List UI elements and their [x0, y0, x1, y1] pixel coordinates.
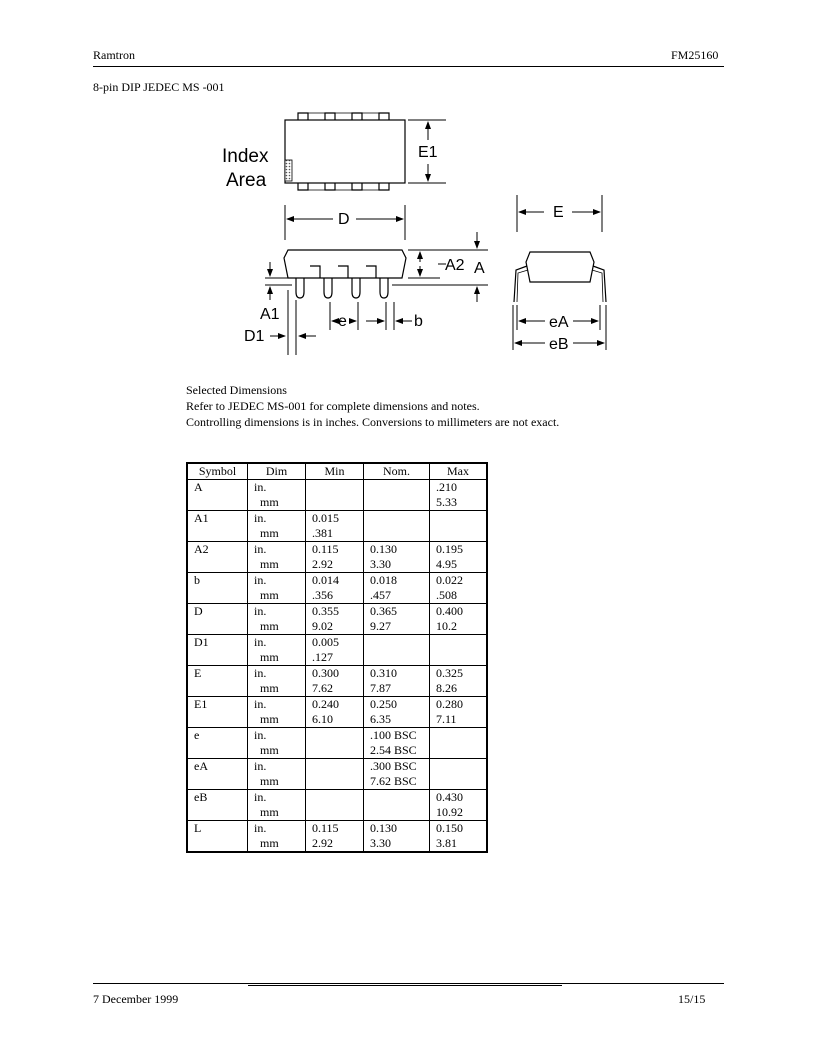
cell-nom-in — [370, 480, 423, 495]
cell-nom — [364, 480, 430, 511]
cell-max-mm: 8.26 — [436, 681, 457, 695]
cell-min-in — [312, 759, 357, 774]
cell-min — [306, 573, 364, 604]
col-min: Min — [306, 463, 364, 480]
cell-max-mm: 3.81 — [436, 836, 457, 850]
cell-min-mm: 7.62 — [312, 681, 333, 695]
cell-nom-mm — [370, 650, 423, 665]
label-E: E — [553, 204, 564, 221]
footer-page: 15/15 — [678, 992, 706, 1006]
cell-dim — [248, 511, 306, 542]
index-area-mark — [285, 160, 292, 181]
top-view-body — [285, 120, 405, 183]
cell-nom-in: 0.310 — [370, 666, 397, 680]
cell-max-mm: 4.95 — [436, 557, 457, 571]
cell-max-mm — [436, 774, 480, 789]
cell-symbol: A — [187, 480, 248, 511]
cell-nom-in: 0.130 — [370, 542, 397, 556]
cell-min-mm — [312, 743, 357, 758]
label-A1: A1 — [260, 306, 280, 323]
header-right: FM25160 — [671, 48, 719, 62]
label-D: D — [338, 211, 350, 228]
cell-min-mm — [312, 774, 357, 789]
cell-symbol: E — [187, 666, 248, 697]
unit-in: in. — [254, 666, 267, 680]
cell-min-in: 0.015 — [312, 511, 339, 525]
cell-nom-in — [370, 635, 423, 650]
cell-min-mm: .381 — [312, 526, 333, 540]
cell-nom — [364, 604, 430, 635]
cell-nom-mm: 7.62 BSC — [370, 774, 417, 788]
cell-nom-in: .100 BSC — [370, 728, 417, 742]
col-dim: Dim — [248, 463, 306, 480]
cell-max-in: 0.400 — [436, 604, 463, 618]
cell-nom — [364, 666, 430, 697]
cell-nom — [364, 573, 430, 604]
cell-nom — [364, 821, 430, 853]
unit-mm: mm — [260, 836, 279, 850]
cell-symbol: b — [187, 573, 248, 604]
cell-max — [430, 511, 488, 542]
cell-dim — [248, 697, 306, 728]
cell-dim — [248, 821, 306, 853]
table-row — [187, 666, 487, 697]
footer-rule — [93, 983, 724, 984]
cell-min-mm: .356 — [312, 588, 333, 602]
cell-max — [430, 480, 488, 511]
cell-max-in: 0.325 — [436, 666, 463, 680]
cell-max-mm: 5.33 — [436, 495, 457, 509]
cell-dim — [248, 666, 306, 697]
cell-min-in — [312, 790, 357, 805]
cell-nom-in: 0.365 — [370, 604, 397, 618]
cell-min-in: 0.115 — [312, 542, 339, 556]
index-label-1: Index — [222, 146, 269, 167]
table-row — [187, 697, 487, 728]
unit-mm: mm — [260, 712, 279, 726]
cell-symbol: D1 — [187, 635, 248, 666]
note-title: Selected Dimensions — [186, 383, 287, 397]
table-header-row — [187, 463, 487, 480]
cell-nom-mm: 3.30 — [370, 836, 391, 850]
cell-nom-mm: 3.30 — [370, 557, 391, 571]
cell-nom — [364, 759, 430, 790]
end-view-body — [526, 252, 594, 282]
table-row — [187, 604, 487, 635]
cell-nom-mm: .457 — [370, 588, 391, 602]
cell-dim — [248, 604, 306, 635]
cell-nom-mm: 6.35 — [370, 712, 391, 726]
unit-mm: mm — [260, 774, 279, 788]
label-eA: eA — [549, 314, 569, 331]
cell-min-mm — [312, 805, 357, 820]
unit-in: in. — [254, 604, 267, 618]
cell-min-in: 0.115 — [312, 821, 339, 835]
cell-symbol: A2 — [187, 542, 248, 573]
unit-in: in. — [254, 728, 267, 742]
cell-max — [430, 697, 488, 728]
cell-max-in — [436, 635, 480, 650]
cell-max-mm — [436, 743, 480, 758]
header-left: Ramtron — [93, 48, 135, 62]
cell-min — [306, 759, 364, 790]
cell-max-mm — [436, 526, 480, 541]
note-controlling: Controlling dimensions is in inches. Conversions to millimeters are not exact. — [186, 415, 560, 429]
cell-symbol: eA — [187, 759, 248, 790]
unit-in: in. — [254, 542, 267, 556]
cell-max — [430, 635, 488, 666]
label-A2: A2 — [445, 257, 465, 274]
label-E1: E1 — [418, 144, 438, 161]
footer-rule-secondary — [248, 985, 562, 986]
cell-dim — [248, 635, 306, 666]
package-title: 8-pin DIP JEDEC MS -001 — [93, 80, 225, 94]
cell-max-in: 0.022 — [436, 573, 463, 587]
table-row — [187, 821, 487, 853]
cell-max — [430, 759, 488, 790]
cell-nom-mm — [370, 495, 423, 510]
cell-max — [430, 604, 488, 635]
cell-max-mm — [436, 650, 480, 665]
cell-nom-in — [370, 790, 423, 805]
table-row — [187, 573, 487, 604]
cell-max — [430, 573, 488, 604]
cell-max — [430, 790, 488, 821]
cell-min-mm: 6.10 — [312, 712, 333, 726]
unit-mm: mm — [260, 681, 279, 695]
cell-min-in — [312, 480, 357, 495]
unit-in: in. — [254, 480, 267, 494]
unit-in: in. — [254, 511, 267, 525]
table-body — [187, 480, 487, 853]
cell-max-mm: 10.2 — [436, 619, 457, 633]
cell-nom-mm: 7.87 — [370, 681, 391, 695]
cell-dim — [248, 759, 306, 790]
cell-min-in: 0.355 — [312, 604, 339, 618]
table-row — [187, 480, 487, 511]
unit-in: in. — [254, 697, 267, 711]
cell-dim — [248, 790, 306, 821]
table-row — [187, 759, 487, 790]
cell-dim — [248, 480, 306, 511]
cell-max-in: 0.195 — [436, 542, 463, 556]
unit-in: in. — [254, 573, 267, 587]
cell-min-in — [312, 728, 357, 743]
cell-max-mm: 10.92 — [436, 805, 463, 819]
top-view — [285, 113, 405, 190]
unit-in: in. — [254, 759, 267, 773]
cell-max-in — [436, 728, 480, 743]
cell-nom — [364, 790, 430, 821]
cell-symbol: e — [187, 728, 248, 759]
unit-mm: mm — [260, 650, 279, 664]
table-row — [187, 542, 487, 573]
cell-max-mm: .508 — [436, 588, 457, 602]
cell-max-in: 0.430 — [436, 790, 463, 804]
cell-max-mm: 7.11 — [436, 712, 457, 726]
cell-nom-mm — [370, 526, 423, 541]
unit-in: in. — [254, 821, 267, 835]
unit-mm: mm — [260, 557, 279, 571]
cell-min — [306, 821, 364, 853]
cell-nom — [364, 635, 430, 666]
cell-max-in: 0.150 — [436, 821, 463, 835]
label-b: b — [414, 313, 423, 330]
cell-nom — [364, 728, 430, 759]
note-reference: Refer to JEDEC MS-001 for complete dimensions and notes. — [186, 399, 480, 413]
notes — [186, 382, 566, 430]
footer-date: 7 December 1999 — [93, 992, 179, 1006]
table-row — [187, 511, 487, 542]
unit-mm: mm — [260, 743, 279, 757]
cell-nom-mm: 9.27 — [370, 619, 391, 633]
table-row — [187, 728, 487, 759]
side-view-body — [284, 250, 406, 278]
end-view — [514, 252, 606, 302]
unit-mm: mm — [260, 588, 279, 602]
cell-min-mm: .127 — [312, 650, 333, 664]
unit-mm: mm — [260, 805, 279, 819]
cell-nom — [364, 542, 430, 573]
label-A: A — [474, 260, 485, 277]
col-symbol: Symbol — [187, 463, 248, 480]
label-e: e — [338, 313, 347, 330]
cell-max — [430, 728, 488, 759]
cell-nom-mm: 2.54 BSC — [370, 743, 417, 757]
cell-min-in: 0.005 — [312, 635, 339, 649]
cell-nom — [364, 697, 430, 728]
cell-symbol: eB — [187, 790, 248, 821]
cell-symbol: D — [187, 604, 248, 635]
cell-dim — [248, 573, 306, 604]
cell-symbol: E1 — [187, 697, 248, 728]
cell-max-in: 0.280 — [436, 697, 463, 711]
cell-max — [430, 821, 488, 853]
cell-max-in — [436, 511, 480, 526]
cell-dim — [248, 542, 306, 573]
cell-symbol: A1 — [187, 511, 248, 542]
table-row — [187, 790, 487, 821]
cell-min-in: 0.240 — [312, 697, 339, 711]
unit-in: in. — [254, 635, 267, 649]
cell-min — [306, 728, 364, 759]
cell-min — [306, 604, 364, 635]
unit-mm: mm — [260, 495, 279, 509]
label-D1: D1 — [244, 328, 265, 345]
cell-min — [306, 666, 364, 697]
col-max: Max — [430, 463, 488, 480]
cell-nom — [364, 511, 430, 542]
cell-min-in: 0.014 — [312, 573, 339, 587]
cell-max — [430, 666, 488, 697]
cell-max-in — [436, 759, 480, 774]
cell-min — [306, 635, 364, 666]
cell-nom-in — [370, 511, 423, 526]
cell-nom-in: 0.130 — [370, 821, 397, 835]
side-view — [284, 250, 406, 298]
label-eB: eB — [549, 336, 569, 353]
cell-symbol: L — [187, 821, 248, 853]
cell-min-mm: 2.92 — [312, 836, 333, 850]
unit-mm: mm — [260, 526, 279, 540]
cell-min-mm: 9.02 — [312, 619, 333, 633]
cell-min-in: 0.300 — [312, 666, 339, 680]
cell-nom-mm — [370, 805, 423, 820]
cell-max-in: .210 — [436, 480, 457, 494]
cell-min-mm: 2.92 — [312, 557, 333, 571]
cell-max — [430, 542, 488, 573]
cell-min — [306, 697, 364, 728]
cell-min — [306, 511, 364, 542]
unit-in: in. — [254, 790, 267, 804]
col-nom: Nom. — [364, 463, 430, 480]
cell-min — [306, 790, 364, 821]
table-row — [187, 635, 487, 666]
cell-min — [306, 480, 364, 511]
index-label-2: Area — [226, 170, 267, 191]
cell-min — [306, 542, 364, 573]
cell-dim — [248, 728, 306, 759]
cell-nom-in: 0.018 — [370, 573, 397, 587]
cell-nom-in: .300 BSC — [370, 759, 417, 773]
cell-nom-in: 0.250 — [370, 697, 397, 711]
dimensions-table — [186, 462, 488, 853]
unit-mm: mm — [260, 619, 279, 633]
package-diagram — [0, 0, 819, 380]
cell-min-mm — [312, 495, 357, 510]
